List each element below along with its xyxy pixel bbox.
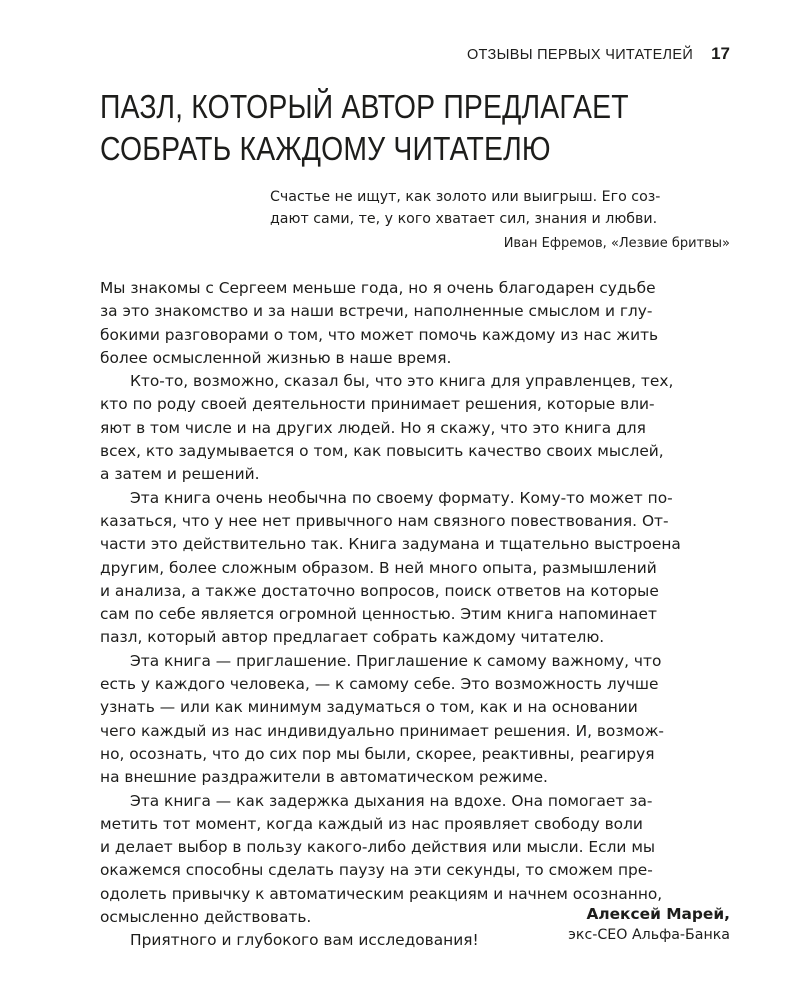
signature	[568, 904, 730, 946]
body-line: сам по себе является огромной ценностью. Этим книга напоминает	[100, 605, 657, 624]
running-head	[467, 44, 730, 64]
body-line: Приятного и глубокого вам исследования!	[130, 931, 479, 950]
body-line: Эта книга — приглашение. Приглашение к самому важному, что	[130, 651, 662, 670]
chapter-title-line: ПАЗЛ, КОТОРЫЙ АВТОР ПРЕДЛАГАЕТ	[100, 88, 629, 125]
body-line: Эта книга — как задержка дыхания на вдохе. Она помогает за-	[130, 791, 653, 810]
body-line: одолеть привычку к автоматическим реакциям и начнем осознанно,	[100, 884, 663, 903]
page-number: 17	[711, 44, 730, 63]
body-text	[100, 277, 732, 953]
body-line: всех, кто задумывается о том, как повысить качество своих мыслей,	[100, 442, 664, 461]
body-line: другим, более сложным образом. В ней много опыта, размышлений	[100, 558, 657, 577]
running-head-section: ОТЗЫВЫ ПЕРВЫХ ЧИТАТЕЛЕЙ	[466, 47, 694, 63]
body-line: окажемся способны сделать паузу на эти секунды, то сможем пре-	[100, 861, 653, 880]
body-line: яют в том числе и на других людей. Но я скажу, что это книга для	[100, 418, 646, 437]
epigraph-line: дают сами, те, у кого хватает сил, знания и любви.	[270, 211, 658, 227]
chapter-title-line: СОБРАТЬ КАЖДОМУ ЧИТАТЕЛЮ	[100, 130, 551, 167]
body-line: на внешние раздражители в автоматическом режиме.	[100, 768, 548, 787]
body-line: есть у каждого человека, — к самому себе. Это возможность лучше	[100, 675, 659, 694]
epigraph	[270, 186, 730, 255]
body-line: чего каждый из нас индивидуально принимает решения. И, возмож-	[100, 721, 664, 740]
epigraph-line: Счастье не ищут, как золото или выигрыш. Его соз-	[270, 189, 661, 205]
body-line: кто по роду своей деятельности принимает решения, которые вли-	[100, 395, 655, 414]
body-line: узнать — или как минимум задуматься о том, как и на основании	[100, 698, 638, 717]
body-line: Кто-то, возможно, сказал бы, что это книга для управленцев, тех,	[130, 372, 674, 391]
body-line: и делает выбор в пользу какого-либо действия или мысли. Если мы	[100, 838, 656, 857]
body-line: Мы знакомы с Сергеем меньше года, но я очень благодарен судьбе	[100, 279, 656, 297]
body-line: но, осознать, что до сих пор мы были, скорее, реактивны, реагируя	[100, 744, 655, 763]
chapter-title	[100, 86, 633, 170]
body-line: осмысленно действовать.	[100, 908, 312, 927]
signature-name: Алексей Марей,	[586, 905, 730, 923]
body-line: пазл, который автор предлагает собрать каждому читателю.	[100, 628, 605, 647]
body-line: и анализа, а также достаточно вопросов, поиск ответов на которые	[100, 581, 659, 600]
body-line: бокими разговорами о том, что может помочь каждому из нас жить	[100, 325, 659, 344]
body-line: Эта книга очень необычна по своему формату. Кому-то может по-	[130, 488, 673, 507]
body-line: казаться, что у нее нет привычного нам связного повествования. От-	[100, 511, 669, 530]
body-line: за это знакомство и за наши встречи, наполненные смыслом и глу-	[100, 302, 653, 321]
body-line: метить тот момент, когда каждый из нас проявляет свободу воли	[100, 814, 643, 833]
signature-role: экс-CEO Альфа-Банка	[568, 927, 730, 943]
body-line: более осмысленной жизнью в наше время.	[100, 348, 452, 367]
epigraph-source: Иван Ефремов, «Лезвие бритвы»	[503, 236, 730, 251]
body-line: части это действительно так. Книга задумана и тщательно выстроена	[100, 535, 681, 554]
body-line: а затем и решений.	[100, 465, 260, 484]
